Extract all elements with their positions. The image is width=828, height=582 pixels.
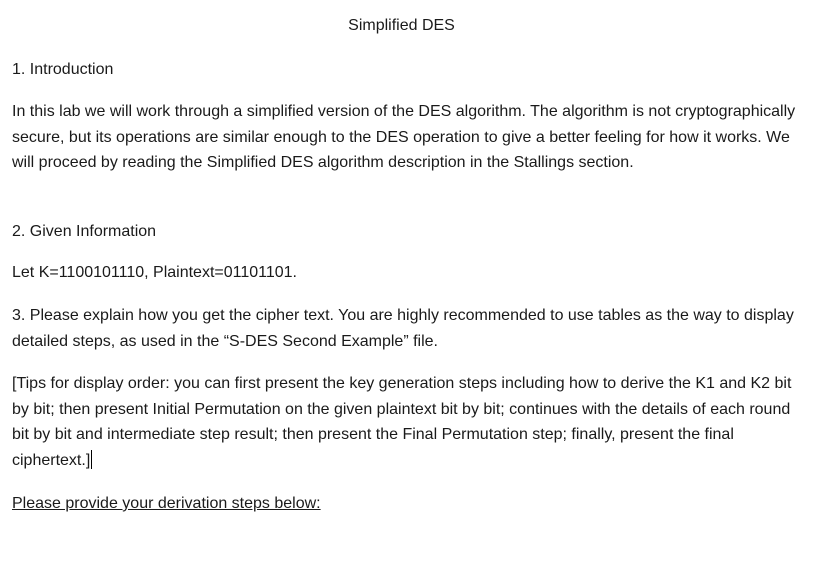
- tips-text: [Tips for display order: you can first present the key generation steps including how to derive the K1 and K2 bit by bit; then present Initial Permutation on the given plaintext bit by bit; continues with the details of each round bit by bit and intermediate step result; then present the Final Permutation step; finally, present the final ciphertext.]: [12, 375, 792, 469]
- given-information-paragraph: Let K=1100101110, Plaintext=01101101.: [12, 264, 297, 281]
- document-title: Simplified DES: [348, 17, 455, 34]
- introduction-paragraph: In this lab we will work through a simplified version of the DES algorithm. The algorithm is not cryptographically secure, but its operations are similar enough to the DES operation to give a better feeling for how it works. We will proceed by reading the Simplified DES algorithm description in the Stallings section.: [12, 103, 796, 171]
- section-heading-introduction: 1. Introduction: [12, 61, 114, 78]
- derivation-instruction: Please provide your derivation steps below:: [12, 495, 321, 512]
- section-heading-given-information: 2. Given Information: [12, 223, 157, 240]
- text-cursor: [91, 450, 92, 469]
- question-paragraph: 3. Please explain how you get the cipher text. You are highly recommended to use tables as the way to display detailed steps, as used in the “S-DES Second Example” file.: [12, 307, 794, 350]
- tips-paragraph[interactable]: [12, 371, 802, 473]
